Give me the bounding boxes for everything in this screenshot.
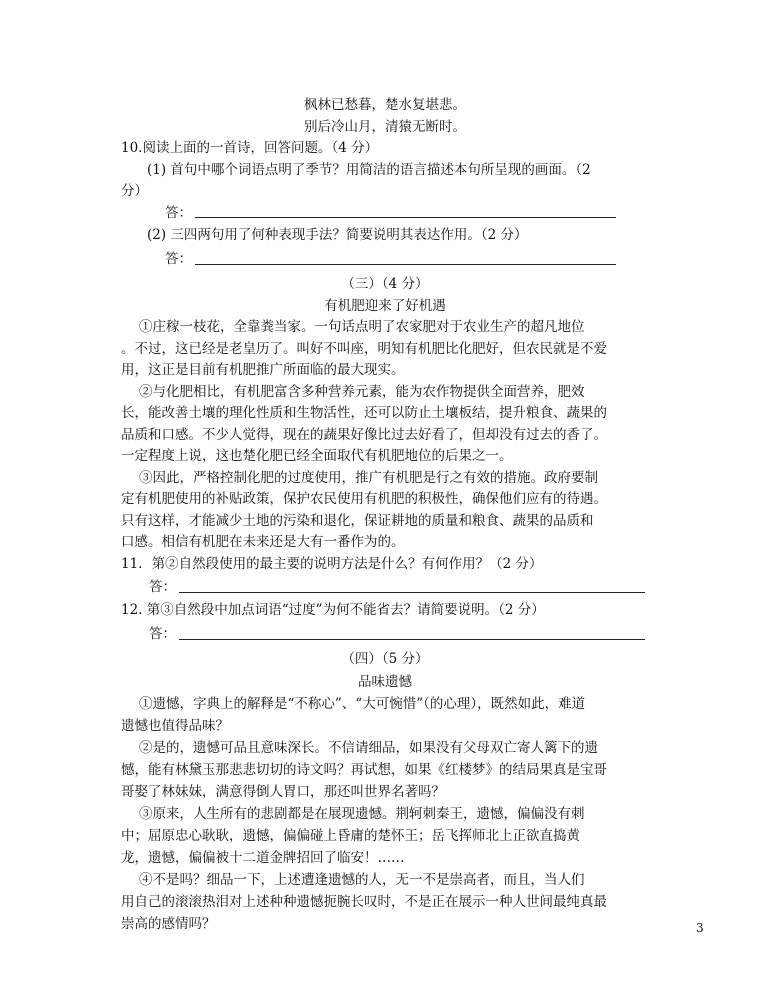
q12-answer-label: 答：: [149, 626, 176, 642]
q11-answer-line[interactable]: [179, 592, 645, 593]
section3-p1-line: ①庄稼一枝花，全靠粪当家。一句话点明了农家肥对于农业生产的超凡地位: [139, 319, 585, 335]
section3-title: 有机肥迎来了好机遇: [324, 298, 446, 314]
section3-p3-line: 只有这样，才能减少土地的污染和退化，保证耕地的质量和粮食、蔬果的品质和: [121, 513, 594, 529]
page-number: 3: [696, 921, 704, 935]
section4-p4-line: ④不是吗？细品一下，上述遭逢遗憾的人，无一不是崇高者，而且，当人们: [139, 872, 585, 888]
q10-sub1-line1: (1) 首句中哪个词语点明了季节？用简洁的语言描述本句所呈现的画面。（2: [147, 162, 591, 178]
section4-p2-line: 哥娶了林妹妹，满意得倒人胃口，那还叫世界名著吗？: [121, 784, 445, 800]
q11-answer-label: 答：: [149, 579, 176, 595]
section3-p1-line: 。不过，这已经是老皇历了。叫好不叫座，明知有机肥比化肥好，但农民就是不爱: [121, 341, 607, 357]
section3-p2-line: ②与化肥相比，有机肥富含多种营养元素，能为农作物提供全面营养，肥效: [139, 384, 585, 400]
section4-p3-line: ③原来，人生所有的悲剧都是在展现遗憾。荆轲刺秦王，遗憾，偏偏没有刺: [139, 806, 585, 822]
section3-header: （三）（4 分）: [341, 276, 429, 292]
q10-sub1-answer-line[interactable]: [195, 217, 616, 218]
q10-text: 10.阅读上面的一首诗，回答问题。（4 分）: [121, 140, 379, 156]
q12-answer-line[interactable]: [179, 639, 645, 640]
q10-sub2-answer-line[interactable]: [195, 264, 616, 265]
section3-p3-line: ③因此，严格控制化肥的过度使用，推广有机肥是行之有效的措施。政府要制: [139, 470, 598, 486]
q10-sub1-answer-label: 答：: [165, 205, 192, 221]
section3-p3-line: 口感。相信有机肥在未来还是大有一番作为的。: [121, 534, 405, 550]
q11-text: 11．第②自然段使用的最主要的说明方法是什么？有何作用？（2 分）: [121, 556, 543, 572]
section4-p1-line: 遗憾也值得品味？: [121, 718, 229, 734]
section4-p3-line: 龙，遗憾，偏偏被十二道金牌招回了临安！……: [121, 850, 405, 866]
section4-title: 品味遗憾: [358, 674, 412, 690]
section3-p2-line: 长，能改善土壤的理化性质和生物活性，还可以防止土壤板结，提升粮食、蔬果的: [121, 405, 607, 421]
poem-line-2: 别后冷山月，清猿无断时。: [304, 119, 466, 135]
q10-sub2-answer-label: 答：: [165, 251, 192, 267]
poem-line-1: 枫林已愁暮，楚水复堪悲。: [304, 97, 466, 113]
section4-p2-line: ②是的，遗憾可品且意味深长。不信请细品，如果没有父母双亡寄人篱下的遗: [139, 740, 598, 756]
section4-p2-line: 憾，能有林黛玉那悲悲切切的诗文吗？再试想，如果《红楼梦》的结局果真是宝哥: [121, 762, 607, 778]
section4-header: （四）（5 分）: [341, 651, 429, 667]
section3-p2-line: 一定程度上说，这也楚化肥已经全面取代有机肥地位的后果之一。: [121, 448, 513, 464]
section3-p3-line: 定有机肥使用的补贴政策，保护农民使用有机肥的积极性，确保他们应有的待遇。: [121, 491, 607, 507]
section4-p4-line: 用自己的滚滚热泪对上述种种遗憾扼腕长叹时，不是正在展示一种人世间最纯真最: [121, 894, 607, 910]
section3-p2-line: 品质和口感。不少人觉得，现在的蔬果好像比过去好看了，但却没有过去的香了。: [121, 427, 607, 443]
q10-sub2-text: (2) 三四两句用了何种表现手法？简要说明其表达作用。（2 分）: [147, 227, 528, 243]
q10-sub1-line2: 分）: [121, 183, 148, 199]
q12-text: 12. 第③自然段中加点词语“过度”为何不能省去？请简要说明。（2 分）: [121, 602, 545, 618]
section4-p4-line: 崇高的感情吗？: [121, 916, 216, 932]
section4-p3-line: 中；屈原忠心耿耿，遗憾，偏偏碰上昏庸的楚怀王；岳飞挥师北上正欲直捣黄: [121, 828, 580, 844]
section3-p1-line: 用，这正是目前有机肥推广所面临的最大现实。: [121, 362, 405, 378]
section4-p1-line: ①遗憾，字典上的解释是“不称心”、“大可惋惜”（的心理），既然如此，难道: [139, 696, 586, 712]
